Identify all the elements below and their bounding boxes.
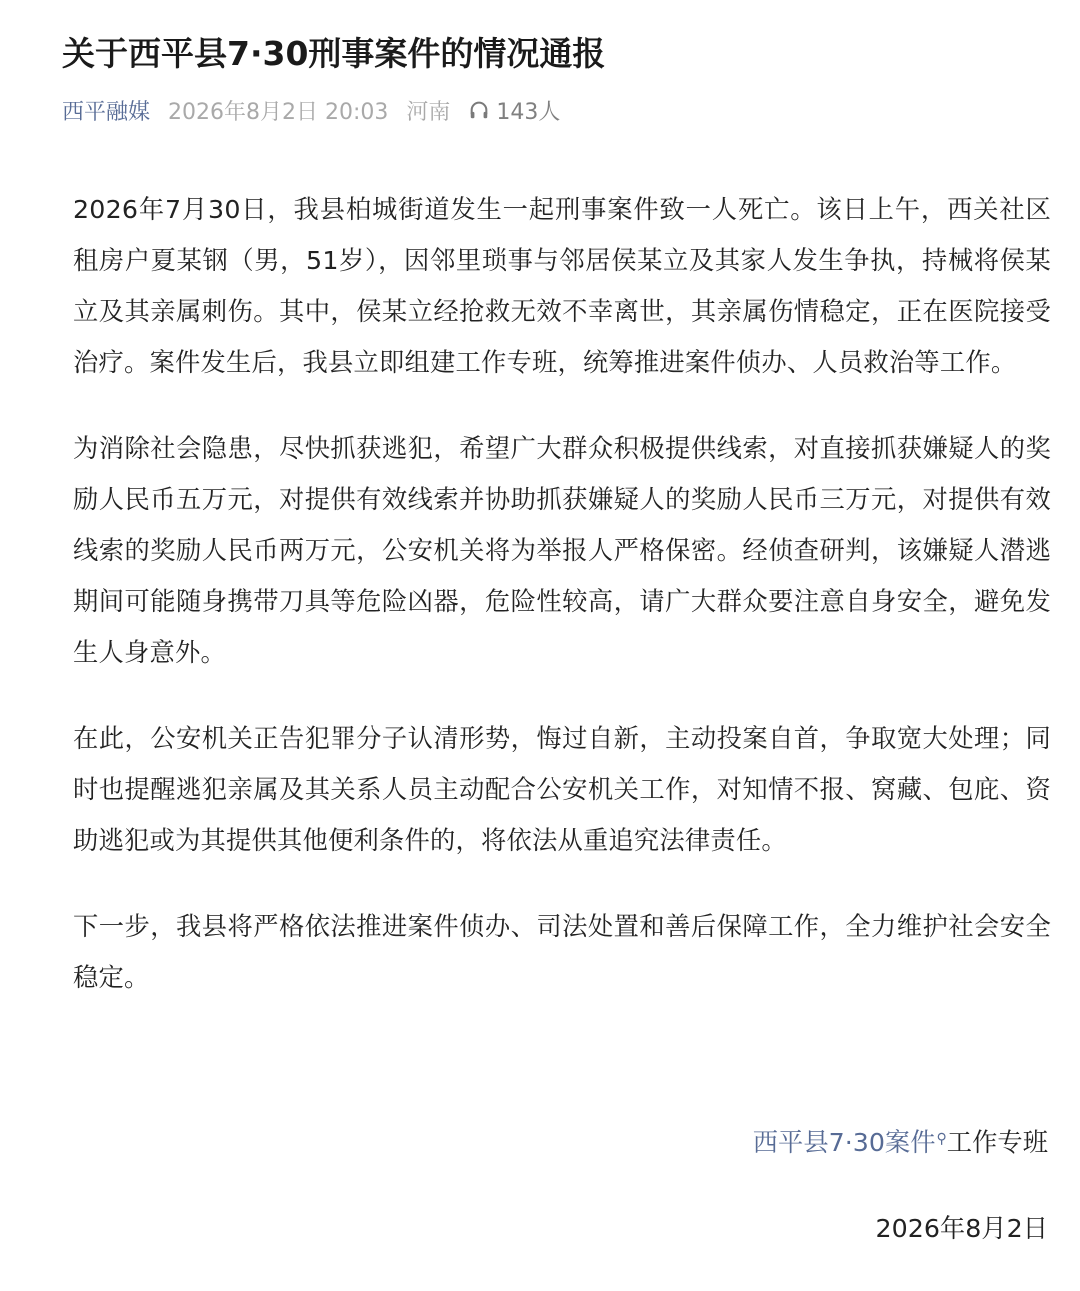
article-meta xyxy=(62,92,560,128)
paragraph: 在此，公安机关正告犯罪分子认清形势，悔过自新，主动投案自首，争取宽大处理；同时也提醒逃犯亲属及其关系人员主动配合公安机关工作，对知情不报、窝藏、包庇、资助逃犯或为其提供其他便利条件的，将依法从重追究法律责任。 xyxy=(73,724,1051,855)
article-title: 关于西平县7·30刑事案件的情况通报 xyxy=(62,34,606,73)
signature-date: 2026年8月2日 xyxy=(875,1214,1048,1243)
signature-unit: 工作专班 xyxy=(946,1128,1048,1157)
search-icon: ⚲ xyxy=(936,1131,947,1147)
headphones-icon xyxy=(468,99,496,121)
paragraph: 为消除社会隐患，尽快抓获逃犯，希望广大群众积极提供线索，对直接抓获嫌疑人的奖励人民币五万元，对提供有效线索并协助抓获嫌疑人的奖励人民币三万元，对提供有效线索的奖励人民币两万元，公安机关将为举报人严格保密。经侦查研判，该嫌疑人潜逃期间可能随身携带刀具等危险凶器，危险性较高，请广大群众要注意自身安全，避免发生人身意外。 xyxy=(73,434,1051,667)
signature-search-link[interactable] xyxy=(753,1128,947,1157)
publish-time: 2026年8月2日 20:03 xyxy=(168,99,389,125)
paragraph: 下一步，我县将严格依法推进案件侦办、司法处置和善后保障工作，全力维护社会安全稳定。 xyxy=(73,912,1051,992)
signature-link-text: 西平县7·30案件 xyxy=(752,1128,936,1157)
account-name-link[interactable]: 西平融媒 xyxy=(62,99,151,125)
listen-count: 143人 xyxy=(496,99,561,125)
paragraph: 2026年7月30日，我县柏城街道发生一起刑事案件致一人死亡。该日上午，西关社区租房户夏某钢（男，51岁），因邻里琐事与邻居侯某立及其家人发生争执，持械将侯某立及其亲属刺伤。其中，侯某立经抢救无效不幸离世，其亲属伤情稳定，正在医院接受治疗。案件发生后，我县立即组建工作专班，统筹推进案件侦办、人员救治等工作。 xyxy=(73,195,1051,377)
signature xyxy=(753,1120,1048,1166)
article-body xyxy=(73,184,1051,1038)
listen-button[interactable] xyxy=(468,95,560,126)
publish-location: 河南 xyxy=(406,99,451,125)
